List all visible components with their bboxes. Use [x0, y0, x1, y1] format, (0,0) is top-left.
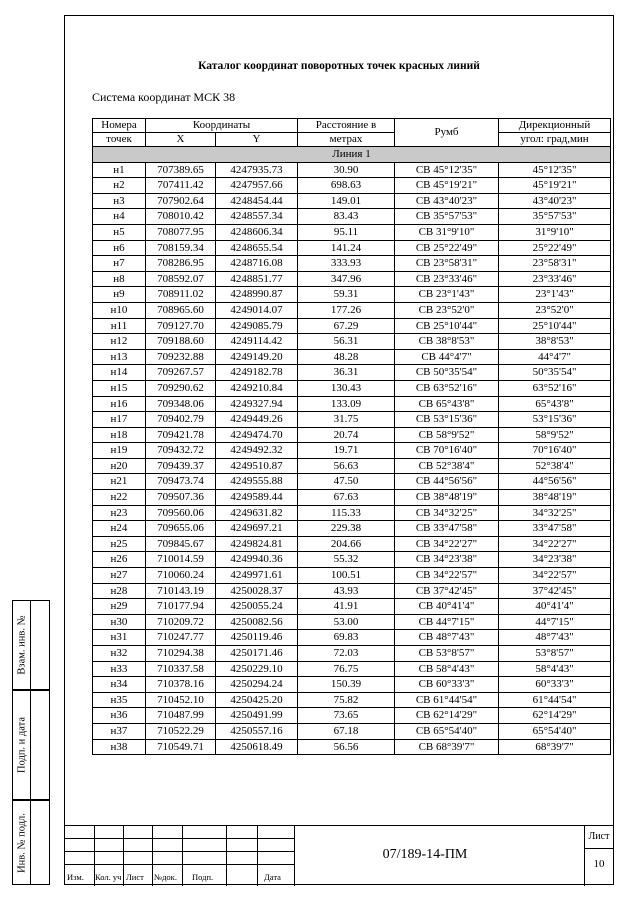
- table-row: [93, 583, 611, 599]
- direction-angle: 68°39'7": [499, 739, 611, 755]
- table-row: [93, 193, 611, 209]
- point-number: н29: [93, 599, 146, 615]
- point-number: н32: [93, 646, 146, 662]
- coord-y: 4249114.42: [216, 334, 298, 350]
- coord-x: 710143.19: [146, 583, 216, 599]
- distance: 59.31: [298, 287, 395, 303]
- point-number: н25: [93, 536, 146, 552]
- rumb: СВ 61°44'54": [395, 692, 499, 708]
- distance: 56.56: [298, 739, 395, 755]
- direction-angle: 31°9'10": [499, 224, 611, 240]
- coord-x: 709439.37: [146, 458, 216, 474]
- distance: 347.96: [298, 271, 395, 287]
- rumb: СВ 37°42'45": [395, 583, 499, 599]
- rumb: СВ 44°56'56": [395, 474, 499, 490]
- tb-label-ndok: №док.: [154, 872, 177, 882]
- coord-x: 710294.38: [146, 646, 216, 662]
- distance: 141.24: [298, 240, 395, 256]
- rumb: СВ 52°38'4": [395, 458, 499, 474]
- point-number: н1: [93, 162, 146, 178]
- table-row: [93, 708, 611, 724]
- distance: 133.09: [298, 396, 395, 412]
- table-row: [93, 474, 611, 490]
- distance: 75.82: [298, 692, 395, 708]
- coord-x: 710452.10: [146, 692, 216, 708]
- direction-angle: 63°52'16": [499, 380, 611, 396]
- table-row: [93, 365, 611, 381]
- coord-y: 4248557.34: [216, 209, 298, 225]
- distance: 83.43: [298, 209, 395, 225]
- side-stamp-replace-inv-label: Взам. инв. №: [16, 615, 27, 675]
- point-number: н26: [93, 552, 146, 568]
- coord-x: 709655.06: [146, 521, 216, 537]
- distance: 19.71: [298, 443, 395, 459]
- table-row: [93, 318, 611, 334]
- coord-x: 709432.72: [146, 443, 216, 459]
- direction-angle: 48°7'43": [499, 630, 611, 646]
- coord-x: 710247.77: [146, 630, 216, 646]
- direction-angle: 62°14'29": [499, 708, 611, 724]
- coord-y: 4250618.49: [216, 739, 298, 755]
- side-stamp-original-inv: [12, 800, 50, 885]
- coord-x: 709402.79: [146, 412, 216, 428]
- coord-x: 710522.29: [146, 723, 216, 739]
- header-distance: Расстояние в: [298, 119, 395, 133]
- table-row: [93, 271, 611, 287]
- coord-y: 4248851.77: [216, 271, 298, 287]
- coord-x: 708592.07: [146, 271, 216, 287]
- header-direction: Дирекционный: [499, 119, 611, 133]
- rumb: СВ 38°48'19": [395, 490, 499, 506]
- coord-y: 4248990.87: [216, 287, 298, 303]
- rumb: СВ 50°35'54": [395, 365, 499, 381]
- direction-angle: 38°48'19": [499, 490, 611, 506]
- coord-x: 709348.06: [146, 396, 216, 412]
- coord-x: 710060.24: [146, 568, 216, 584]
- distance: 56.63: [298, 458, 395, 474]
- distance: 36.31: [298, 365, 395, 381]
- table-row: [93, 646, 611, 662]
- rumb: СВ 25°10'44": [395, 318, 499, 334]
- rumb: СВ 23°58'31": [395, 256, 499, 272]
- rumb: СВ 43°40'23": [395, 193, 499, 209]
- tb-label-kol-uch: Кол. уч: [95, 872, 122, 882]
- header-coordinates: Координаты: [146, 119, 298, 133]
- coord-y: 4250425.20: [216, 692, 298, 708]
- rumb: СВ 48°7'43": [395, 630, 499, 646]
- rumb: СВ 53°15'36": [395, 412, 499, 428]
- table-row: [93, 349, 611, 365]
- distance: 67.29: [298, 318, 395, 334]
- tb-label-data: Дата: [264, 872, 281, 882]
- direction-angle: 44°7'15": [499, 614, 611, 630]
- direction-angle: 65°43'8": [499, 396, 611, 412]
- direction-angle: 43°40'23": [499, 193, 611, 209]
- rumb: СВ 34°22'57": [395, 568, 499, 584]
- direction-angle: 38°8'53": [499, 334, 611, 350]
- table-row: [93, 677, 611, 693]
- coord-x: 708911.02: [146, 287, 216, 303]
- direction-angle: 53°15'36": [499, 412, 611, 428]
- coord-x: 708159.34: [146, 240, 216, 256]
- coord-y: 4250229.10: [216, 661, 298, 677]
- direction-angle: 44°56'56": [499, 474, 611, 490]
- table-row: [93, 240, 611, 256]
- distance: 177.26: [298, 302, 395, 318]
- rumb: СВ 63°52'16": [395, 380, 499, 396]
- point-number: н23: [93, 505, 146, 521]
- rumb: СВ 34°32'25": [395, 505, 499, 521]
- distance: 130.43: [298, 380, 395, 396]
- table-row: [93, 521, 611, 537]
- point-number: н30: [93, 614, 146, 630]
- table-row: [93, 490, 611, 506]
- coord-x: 710549.71: [146, 739, 216, 755]
- table-row: [93, 614, 611, 630]
- distance: 41.91: [298, 599, 395, 615]
- coord-x: 707411.42: [146, 178, 216, 194]
- point-number: н35: [93, 692, 146, 708]
- side-stamp-signature-date: [12, 690, 50, 800]
- distance: 76.75: [298, 661, 395, 677]
- table-row: [93, 334, 611, 350]
- distance: 67.63: [298, 490, 395, 506]
- coord-x: 709232.88: [146, 349, 216, 365]
- rumb: СВ 34°23'38": [395, 552, 499, 568]
- distance: 100.51: [298, 568, 395, 584]
- rumb: СВ 70°16'40": [395, 443, 499, 459]
- distance: 73.65: [298, 708, 395, 724]
- distance: 56.31: [298, 334, 395, 350]
- rumb: СВ 60°33'3": [395, 677, 499, 693]
- rumb: СВ 31°9'10": [395, 224, 499, 240]
- point-number: н2: [93, 178, 146, 194]
- distance: 69.83: [298, 630, 395, 646]
- rumb: СВ 38°8'53": [395, 334, 499, 350]
- rumb: СВ 25°22'49": [395, 240, 499, 256]
- rumb: СВ 33°47'58": [395, 521, 499, 537]
- table-row: [93, 443, 611, 459]
- tb-label-list: Лист: [126, 872, 144, 882]
- side-stamp-signature-date-label: Подп. и дата: [16, 716, 27, 774]
- rumb: СВ 58°4'43": [395, 661, 499, 677]
- direction-angle: 45°19'21": [499, 178, 611, 194]
- coord-y: 4249085.79: [216, 318, 298, 334]
- point-number: н14: [93, 365, 146, 381]
- table-row: [93, 458, 611, 474]
- table-row: [93, 661, 611, 677]
- table-row: [93, 178, 611, 194]
- coord-x: 708965.60: [146, 302, 216, 318]
- distance: 204.66: [298, 536, 395, 552]
- point-number: н38: [93, 739, 146, 755]
- coord-y: 4250294.24: [216, 677, 298, 693]
- tb-label-podp: Подп.: [192, 872, 214, 882]
- point-number: н20: [93, 458, 146, 474]
- coord-y: 4249327.94: [216, 396, 298, 412]
- coord-x: 710209.72: [146, 614, 216, 630]
- coord-y: 4249449.26: [216, 412, 298, 428]
- coord-y: 4249555.88: [216, 474, 298, 490]
- coordinates-table: [92, 118, 611, 755]
- table-row: [93, 287, 611, 303]
- coord-y: 4249474.70: [216, 427, 298, 443]
- distance: 30.90: [298, 162, 395, 178]
- table-row: [93, 536, 611, 552]
- direction-angle: 34°32'25": [499, 505, 611, 521]
- point-number: н9: [93, 287, 146, 303]
- direction-angle: 33°47'58": [499, 521, 611, 537]
- table-row: [93, 692, 611, 708]
- coordinate-system-label: Система координат МСК 38: [92, 90, 236, 104]
- table-row: [93, 302, 611, 318]
- table-row: [93, 209, 611, 225]
- tb-label-izm: Изм.: [67, 872, 84, 882]
- coord-x: 707389.65: [146, 162, 216, 178]
- coord-y: 4249149.20: [216, 349, 298, 365]
- direction-angle: 40°41'4": [499, 599, 611, 615]
- coord-x: 709290.62: [146, 380, 216, 396]
- direction-angle: 25°10'44": [499, 318, 611, 334]
- direction-angle: 53°8'57": [499, 646, 611, 662]
- coord-y: 4249971.61: [216, 568, 298, 584]
- coord-y: 4249824.81: [216, 536, 298, 552]
- distance: 55.32: [298, 552, 395, 568]
- distance: 47.50: [298, 474, 395, 490]
- distance: 333.93: [298, 256, 395, 272]
- direction-angle: 35°57'53": [499, 209, 611, 225]
- coord-x: 709473.74: [146, 474, 216, 490]
- point-number: н16: [93, 396, 146, 412]
- rumb: СВ 45°19'21": [395, 178, 499, 194]
- rumb: СВ 62°14'29": [395, 708, 499, 724]
- coord-x: 710177.94: [146, 599, 216, 615]
- coord-y: 4250491.99: [216, 708, 298, 724]
- rumb: СВ 58°9'52": [395, 427, 499, 443]
- direction-angle: 50°35'54": [499, 365, 611, 381]
- coord-x: 710378.16: [146, 677, 216, 693]
- direction-angle: 65°54'40": [499, 723, 611, 739]
- table-row: [93, 505, 611, 521]
- direction-angle: 61°44'54": [499, 692, 611, 708]
- coord-y: 4248606.34: [216, 224, 298, 240]
- coord-x: 708010.42: [146, 209, 216, 225]
- direction-angle: 52°38'4": [499, 458, 611, 474]
- point-number: н19: [93, 443, 146, 459]
- coord-x: 710014.59: [146, 552, 216, 568]
- distance: 20.74: [298, 427, 395, 443]
- table-row: [93, 256, 611, 272]
- coord-y: 4250119.46: [216, 630, 298, 646]
- point-number: н28: [93, 583, 146, 599]
- document-number: 07/189-14-ПМ: [382, 847, 468, 862]
- coord-y: 4248716.08: [216, 256, 298, 272]
- sheet-label: Лист: [588, 831, 610, 842]
- point-number: н36: [93, 708, 146, 724]
- rumb: СВ 68°39'7": [395, 739, 499, 755]
- coord-y: 4249510.87: [216, 458, 298, 474]
- section-label: Линия 1: [93, 147, 611, 163]
- point-number: н11: [93, 318, 146, 334]
- point-number: н22: [93, 490, 146, 506]
- coord-x: 708286.95: [146, 256, 216, 272]
- document-title: Каталог координат поворотных точек красных линий: [198, 60, 480, 72]
- coord-x: 709507.36: [146, 490, 216, 506]
- header-x: X: [146, 133, 216, 147]
- table-row: [93, 723, 611, 739]
- header-rumb: Румб: [395, 119, 499, 147]
- side-stamp-original-inv-label: Инв. № подл.: [16, 812, 27, 873]
- header-distance-2: метрах: [298, 133, 395, 147]
- coord-x: 710487.99: [146, 708, 216, 724]
- direction-angle: 23°1'43": [499, 287, 611, 303]
- direction-angle: 34°23'38": [499, 552, 611, 568]
- coord-x: 709127.70: [146, 318, 216, 334]
- table-row: [93, 599, 611, 615]
- point-number: н10: [93, 302, 146, 318]
- point-number: н34: [93, 677, 146, 693]
- coord-y: 4247935.73: [216, 162, 298, 178]
- table-row: [93, 412, 611, 428]
- point-number: н12: [93, 334, 146, 350]
- direction-angle: 23°52'0": [499, 302, 611, 318]
- direction-angle: 44°4'7": [499, 349, 611, 365]
- distance: 67.18: [298, 723, 395, 739]
- coord-x: 709188.60: [146, 334, 216, 350]
- distance: 149.01: [298, 193, 395, 209]
- distance: 229.38: [298, 521, 395, 537]
- table-row: [93, 224, 611, 240]
- table-row: [93, 396, 611, 412]
- point-number: н6: [93, 240, 146, 256]
- rumb: СВ 23°1'43": [395, 287, 499, 303]
- point-number: н8: [93, 271, 146, 287]
- rumb: СВ 65°43'8": [395, 396, 499, 412]
- sheet-number: 10: [593, 858, 605, 870]
- point-number: н4: [93, 209, 146, 225]
- table-row: [93, 552, 611, 568]
- coord-x: 709845.67: [146, 536, 216, 552]
- direction-angle: 25°22'49": [499, 240, 611, 256]
- header-numbers: Номера: [93, 119, 146, 133]
- section-row: [93, 147, 611, 163]
- header-direction-2: угол: град,мин: [499, 133, 611, 147]
- direction-angle: 37°42'45": [499, 583, 611, 599]
- point-number: н18: [93, 427, 146, 443]
- coord-y: 4250557.16: [216, 723, 298, 739]
- table-row: [93, 380, 611, 396]
- distance: 150.39: [298, 677, 395, 693]
- point-number: н13: [93, 349, 146, 365]
- side-stamp-replace-inv: [12, 600, 50, 690]
- point-number: н37: [93, 723, 146, 739]
- rumb: СВ 34°22'27": [395, 536, 499, 552]
- distance: 95.11: [298, 224, 395, 240]
- header-numbers-2: точек: [93, 133, 146, 147]
- coord-x: 709560.06: [146, 505, 216, 521]
- rumb: СВ 45°12'35": [395, 162, 499, 178]
- point-number: н5: [93, 224, 146, 240]
- distance: 115.33: [298, 505, 395, 521]
- coord-y: 4249014.07: [216, 302, 298, 318]
- coord-x: 707902.64: [146, 193, 216, 209]
- direction-angle: 45°12'35": [499, 162, 611, 178]
- direction-angle: 70°16'40": [499, 443, 611, 459]
- distance: 48.28: [298, 349, 395, 365]
- coord-y: 4249182.78: [216, 365, 298, 381]
- table-row: [93, 739, 611, 755]
- point-number: н27: [93, 568, 146, 584]
- coord-y: 4249589.44: [216, 490, 298, 506]
- direction-angle: 34°22'27": [499, 536, 611, 552]
- coord-y: 4248655.54: [216, 240, 298, 256]
- rumb: СВ 44°4'7": [395, 349, 499, 365]
- direction-angle: 23°58'31": [499, 256, 611, 272]
- coord-y: 4249631.82: [216, 505, 298, 521]
- coord-y: 4250055.24: [216, 599, 298, 615]
- coord-y: 4249492.32: [216, 443, 298, 459]
- rumb: СВ 40°41'4": [395, 599, 499, 615]
- point-number: н21: [93, 474, 146, 490]
- point-number: н17: [93, 412, 146, 428]
- point-number: н7: [93, 256, 146, 272]
- table-row: [93, 568, 611, 584]
- table-row: [93, 630, 611, 646]
- point-number: н24: [93, 521, 146, 537]
- distance: 31.75: [298, 412, 395, 428]
- rumb: СВ 65°54'40": [395, 723, 499, 739]
- point-number: н3: [93, 193, 146, 209]
- distance: 53.00: [298, 614, 395, 630]
- coord-x: 708077.95: [146, 224, 216, 240]
- direction-angle: 58°4'43": [499, 661, 611, 677]
- coord-x: 709421.78: [146, 427, 216, 443]
- point-number: н15: [93, 380, 146, 396]
- rumb: СВ 23°33'46": [395, 271, 499, 287]
- rumb: СВ 44°7'15": [395, 614, 499, 630]
- rumb: СВ 53°8'57": [395, 646, 499, 662]
- header-y: Y: [216, 133, 298, 147]
- table-row: [93, 427, 611, 443]
- distance: 72.03: [298, 646, 395, 662]
- direction-angle: 34°22'57": [499, 568, 611, 584]
- coord-y: 4250171.46: [216, 646, 298, 662]
- coord-y: 4250028.37: [216, 583, 298, 599]
- direction-angle: 60°33'3": [499, 677, 611, 693]
- direction-angle: 58°9'52": [499, 427, 611, 443]
- distance: 43.93: [298, 583, 395, 599]
- coord-y: 4248454.44: [216, 193, 298, 209]
- coord-x: 709267.57: [146, 365, 216, 381]
- coord-y: 4249940.36: [216, 552, 298, 568]
- rumb: СВ 35°57'53": [395, 209, 499, 225]
- coord-y: 4249210.84: [216, 380, 298, 396]
- rumb: СВ 23°52'0": [395, 302, 499, 318]
- table-row: [93, 162, 611, 178]
- coord-y: 4247957.66: [216, 178, 298, 194]
- distance: 698.63: [298, 178, 395, 194]
- point-number: н31: [93, 630, 146, 646]
- coord-x: 710337.58: [146, 661, 216, 677]
- direction-angle: 23°33'46": [499, 271, 611, 287]
- point-number: н33: [93, 661, 146, 677]
- coord-y: 4250082.56: [216, 614, 298, 630]
- coord-y: 4249697.21: [216, 521, 298, 537]
